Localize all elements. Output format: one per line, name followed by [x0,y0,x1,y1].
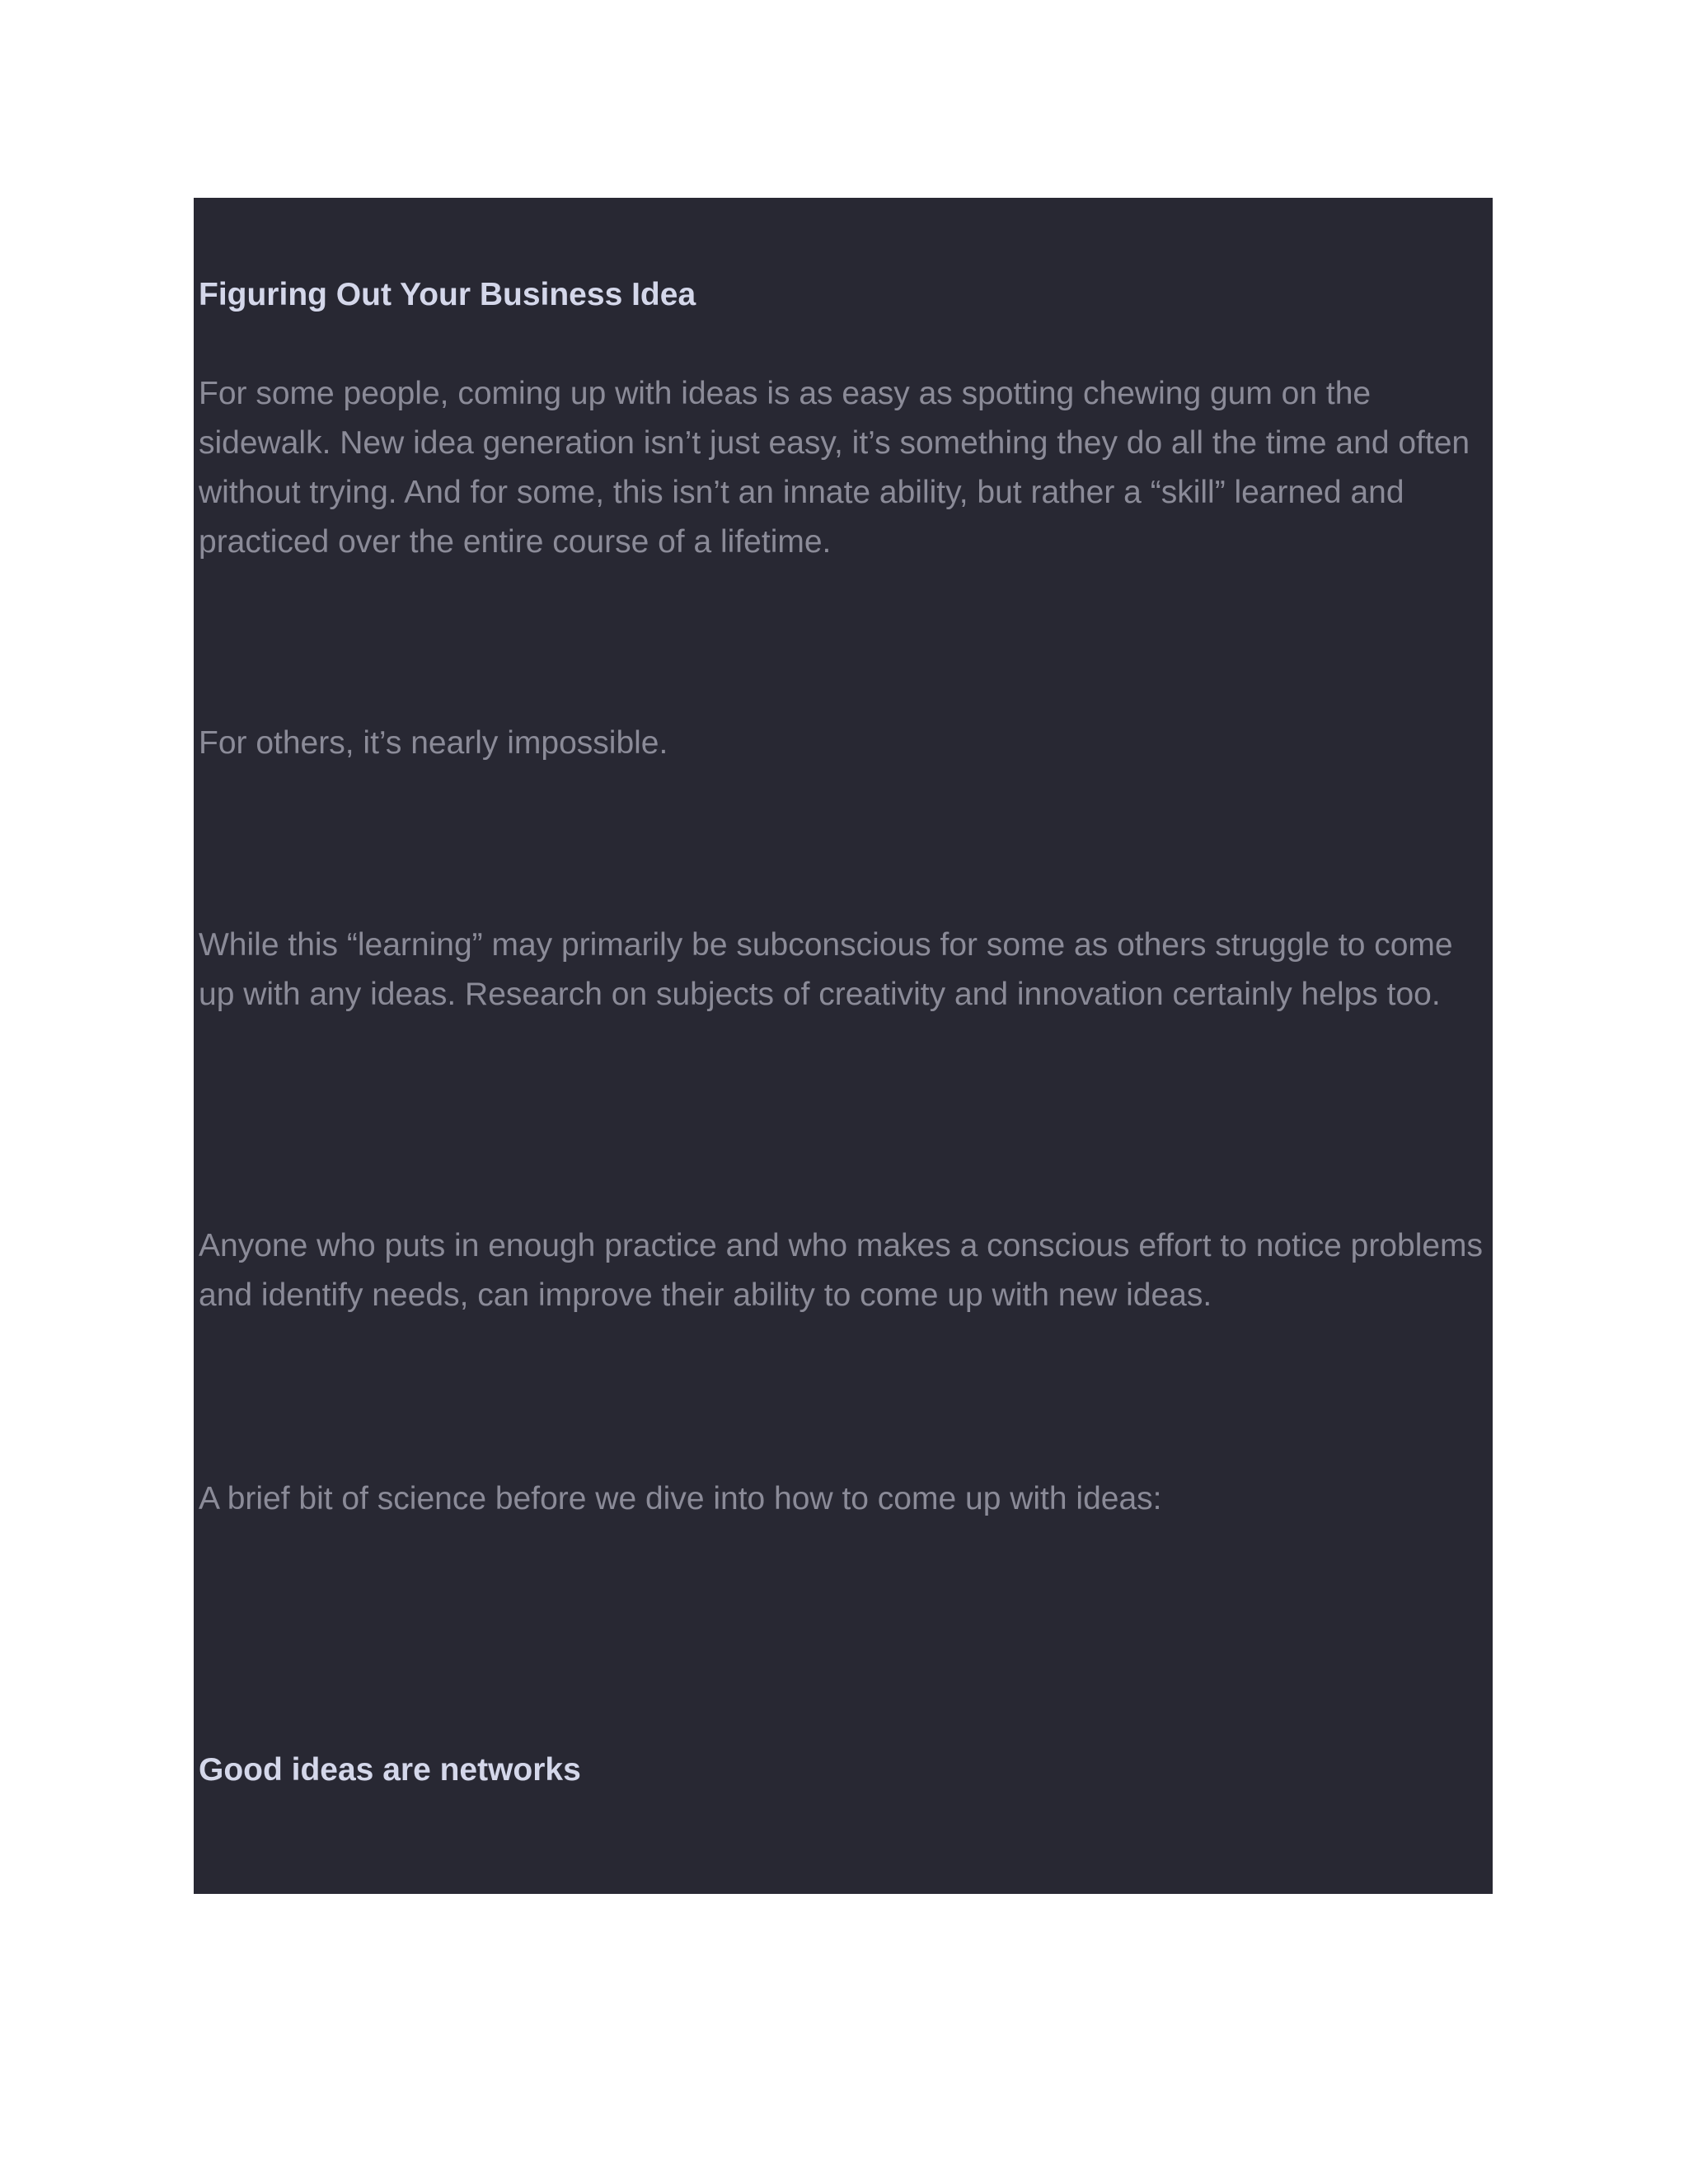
paragraph-2: For others, it’s nearly impossible. [199,725,668,761]
document-panel [194,198,1493,1894]
paragraph-4: Anyone who puts in enough practice and who makes a conscious effort to notice problems and identify needs, can improve their ability to come up with new ideas. [199,1228,1484,1313]
paragraph-1: For some people, coming up with ideas is as easy as spotting chewing gum on the sidewalk. New idea generation isn’t just easy, it’s something they do all the time and often without trying. And for some, this isn’t an innate ability, but rather a “skill” learned and practiced over the entire course of a lifetime. [199,376,1470,560]
section-subheading: Good ideas are networks [199,1752,581,1788]
document-title: Figuring Out Your Business Idea [199,277,696,312]
paragraph-3: While this “learning” may primarily be subconscious for some as others struggle to come up with any ideas. Research on subjects of creativity and innovation certainly helps too. [199,927,1453,1012]
paragraph-5: A brief bit of science before we dive into how to come up with ideas: [199,1481,1162,1516]
